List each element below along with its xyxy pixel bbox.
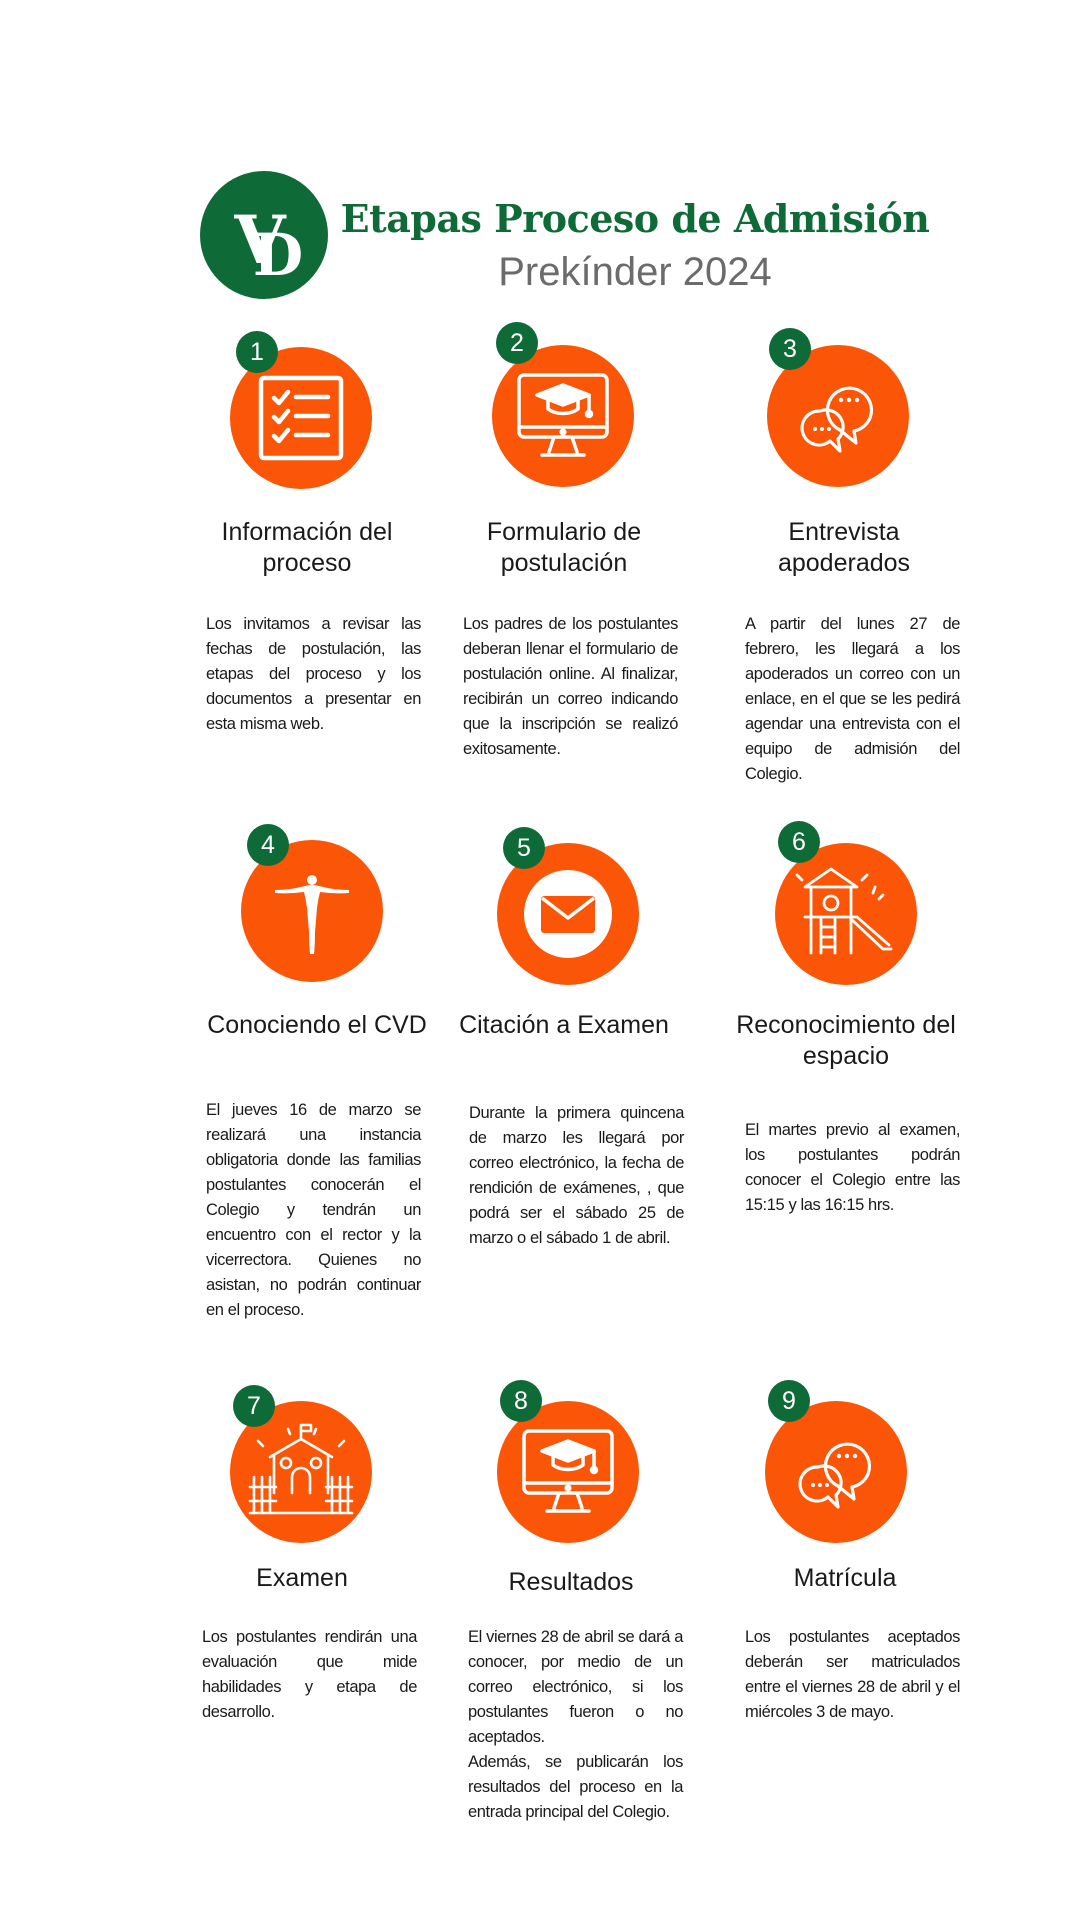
computer-graduation-cap-icon — [497, 1401, 639, 1543]
step-description: Los postulantes rendirán una evaluación que mide habilidades y etapa de desarrollo. — [202, 1628, 417, 1721]
step-description: El jueves 16 de marzo se realizará una instancia obligatoria donde las familias postulantes conocerán el Colegio y tendrán un encuentro con el rector y la vicerrectora. Quienes no asistan, no podrán continuar en el proceso. — [206, 1101, 421, 1319]
step-description: Los postulantes aceptados deberán ser matriculados entre el viernes 28 de abril y el miércoles 3 de mayo. — [745, 1628, 960, 1721]
step-title: Citación a Examen — [459, 1011, 669, 1039]
step-number-badge: 4 — [247, 824, 289, 866]
step-number-badge: 1 — [236, 331, 278, 373]
step-number-badge: 3 — [769, 328, 811, 370]
step-number-badge: 7 — [233, 1385, 275, 1427]
step-description: El martes previo al examen, los postulantes podrán conocer el Colegio entre las 15:15 y las 16:15 hrs. — [745, 1121, 960, 1214]
step-number-badge: 8 — [500, 1380, 542, 1422]
step-title: Formulario de postulación — [486, 518, 642, 577]
computer-graduation-cap-icon — [492, 345, 634, 487]
step-title: Información del proceso — [221, 518, 393, 577]
step-title: Reconocimiento del espacio — [736, 1011, 956, 1070]
step-number-badge: 9 — [768, 1380, 810, 1422]
step-number-badge: 6 — [778, 821, 820, 863]
step-description: El viernes 28 de abril se dará a conocer, por medio de un correo electrónico, si los postulantes fueron o no aceptados. Además, se publicarán los resultados del proceso en la entrada principal del Colegio. — [468, 1628, 683, 1821]
page-subtitle: Prekínder 2024 — [498, 250, 772, 294]
step-title: Matrícula — [793, 1564, 897, 1592]
playground-slide-icon — [775, 843, 917, 985]
step-title: Conociendo el CVD — [207, 1011, 427, 1039]
step-description: A partir del lunes 27 de febrero, les llegará a los apoderados un correo con un enlace, en el que se les pedirá agendar una entrevista con el equipo de admisión del Colegio. — [745, 615, 960, 783]
chat-bubbles-icon — [765, 1401, 907, 1543]
page-title: Etapas Proceso de Admisión — [340, 196, 930, 241]
step-description: Los invitamos a revisar las fechas de postulación, las etapas del proceso y los documentos a presentar en esta misma web. — [206, 615, 421, 733]
step-number-badge: 5 — [503, 827, 545, 869]
step-title: Resultados — [508, 1568, 634, 1596]
step-description: Durante la primera quincena de marzo les llegará por correo electrónico, la fecha de rendición de exámenes, , que podrá ser el sábado 25 de marzo o el sábado 1 de abril. — [469, 1104, 684, 1247]
step-title: Entrevista apoderados — [777, 518, 911, 577]
step-description: Los padres de los postulantes deberan llenar el formulario de postulación online. Al finalizar, recibirán un correo indicando que la inscripción se realizó exitosamente. — [463, 615, 678, 758]
school-logo — [200, 171, 328, 299]
step-title: Examen — [256, 1564, 348, 1592]
step-number-badge: 2 — [496, 322, 538, 364]
